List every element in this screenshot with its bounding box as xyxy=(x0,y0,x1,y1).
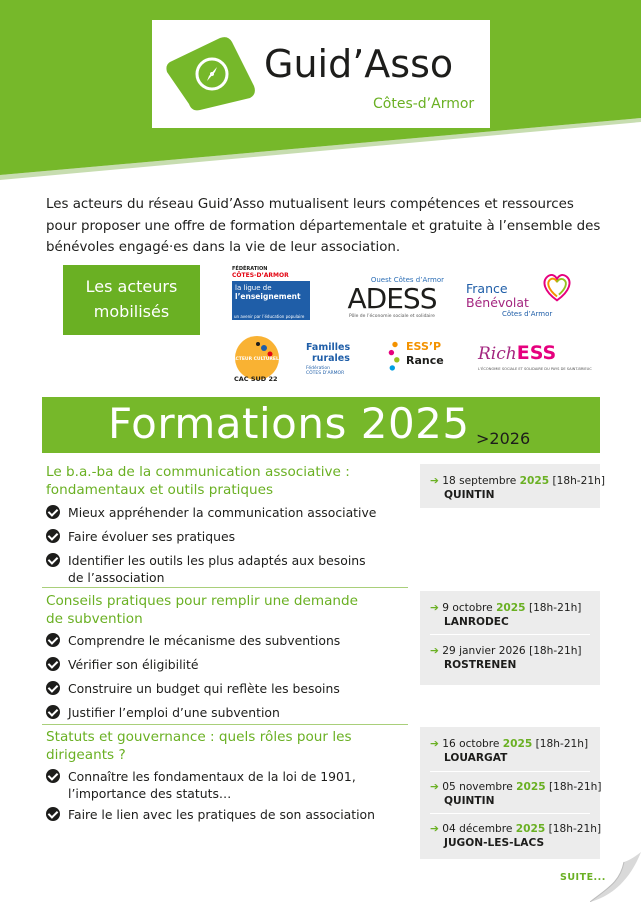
partner-logo-essp-rance[interactable] xyxy=(386,336,448,384)
partner-logo-cac-sud[interactable] xyxy=(228,334,286,386)
cac-line2: CAC SUD 22 xyxy=(234,375,278,383)
section-2-bullet-2 xyxy=(46,656,386,673)
section-1-bullet-2 xyxy=(46,528,386,545)
more-link[interactable]: SUITE... xyxy=(560,872,606,883)
check-icon xyxy=(46,807,60,821)
adess-name: ADESS xyxy=(347,281,437,315)
page-curl-icon xyxy=(590,852,641,902)
fr-line1: Familles xyxy=(306,342,351,353)
actors-label-line2: mobilisés xyxy=(93,302,170,321)
date-entry xyxy=(430,737,588,765)
date-year: 2025 xyxy=(516,781,546,793)
section-divider xyxy=(42,724,408,725)
section-2-title[interactable]: Conseils pratiques pour remplir une demande de subvention xyxy=(46,593,359,627)
check-icon xyxy=(46,681,60,695)
banner-title: Formations 2025 xyxy=(108,399,470,448)
date-entry xyxy=(430,780,602,808)
date-city: LANRODEC xyxy=(444,616,509,628)
bullet-text: Faire le lien avec les pratiques de son association xyxy=(68,807,375,822)
date-time: [18h-21h] xyxy=(548,823,602,835)
ligue-blue-block xyxy=(232,281,310,320)
bullet-text: Mieux appréhender la communication associative xyxy=(68,505,377,520)
partner-logo-ligue[interactable] xyxy=(232,266,314,320)
date-year: 2025 xyxy=(496,602,526,614)
date-divider xyxy=(430,634,590,635)
date-time: [18h-21h] xyxy=(528,602,582,614)
bullet-text: Faire évoluer ses pratiques xyxy=(68,529,236,544)
section-1-bullet-1 xyxy=(46,504,386,521)
banner-year-suffix: >2026 xyxy=(476,429,531,448)
adess-region: Ouest Côtes d’Armor xyxy=(370,275,444,284)
ligue-federation: FÉDÉRATION xyxy=(232,266,268,272)
section-2-bullet-3 xyxy=(46,680,386,697)
ligue-line3: la ligue de xyxy=(235,284,272,292)
richess-name xyxy=(478,342,556,364)
date-time: [18h-21h] xyxy=(535,738,589,750)
arrow-right-icon: ➔ xyxy=(430,475,439,487)
ligue-department: CÔTES-D’ARMOR xyxy=(232,272,289,279)
date-entry xyxy=(430,644,582,672)
section-1-title[interactable]: Le b.a.-ba de la communication associative : fondamentaux et outils pratiques xyxy=(46,464,350,498)
date-day: 18 septembre xyxy=(442,475,517,487)
section-3-bullet-1 xyxy=(46,768,386,802)
date-day: 9 octobre xyxy=(442,602,493,614)
check-icon xyxy=(46,657,60,671)
adess-tagline: Pôle de l’économie sociale et solidaire xyxy=(349,313,435,319)
bullet-text: Vérifier son éligibilité xyxy=(68,657,199,672)
date-city: JUGON-LES-LACS xyxy=(444,837,545,849)
bullet-text: Construire un budget qui reflète les besoins xyxy=(68,681,340,696)
date-time: [18h-21h] xyxy=(549,781,602,793)
partner-logo-adess[interactable] xyxy=(340,270,444,324)
check-icon xyxy=(46,529,60,543)
bullet-text: Justifier l’emploi d’une subvention xyxy=(68,705,280,720)
date-year: 2025 xyxy=(515,823,546,835)
cac-line1: ACTEUR CULTUREL xyxy=(232,357,279,362)
date-divider xyxy=(430,771,590,772)
section-3-title[interactable]: Statuts et gouvernance : quels rôles pour les dirigeants ? xyxy=(46,729,352,763)
ligue-tagline: un avenir par l’éducation populaire xyxy=(234,314,305,319)
section-3-dates-box xyxy=(420,727,600,859)
check-icon xyxy=(46,769,60,783)
ligue-line4: l’enseignement xyxy=(235,292,301,301)
essp-line1: ESS’P xyxy=(406,340,442,353)
check-icon xyxy=(46,505,60,519)
date-year: 2025 xyxy=(502,738,533,750)
arrow-right-icon: ➔ xyxy=(430,823,439,835)
section-divider xyxy=(42,587,408,588)
date-city: QUINTIN xyxy=(444,489,495,501)
compass-logo-icon xyxy=(162,32,258,114)
check-icon xyxy=(46,705,60,719)
partner-logo-familles-rurales[interactable] xyxy=(306,342,366,386)
section-2-bullet-4 xyxy=(46,704,386,721)
date-divider xyxy=(430,813,590,814)
fr-line3: Fédération xyxy=(306,366,330,371)
actors-label-line1: Les acteurs xyxy=(85,277,178,296)
bullet-text: Identifier les outils les plus adaptés aux besoins de l’association xyxy=(68,553,366,585)
date-day: 05 novembre xyxy=(442,781,513,793)
section-2-bullet-1 xyxy=(46,632,386,649)
essp-dots-icon xyxy=(386,338,404,378)
date-day: 04 décembre xyxy=(442,823,513,835)
richess-part1: Rich xyxy=(478,344,517,364)
brand-title: Guid’Asso xyxy=(264,42,454,86)
date-city: QUINTIN xyxy=(444,795,495,807)
section-3-bullet-2 xyxy=(46,806,386,823)
date-day: 29 janvier 2026 xyxy=(442,645,526,657)
section-2-dates-box xyxy=(420,591,600,685)
actors-label-box xyxy=(63,265,200,335)
richess-part2: ESS xyxy=(516,342,557,364)
arrow-right-icon: ➔ xyxy=(430,781,439,793)
date-entry xyxy=(430,474,605,502)
section-1-bullet-3 xyxy=(46,552,386,586)
fr-line2: rurales xyxy=(312,353,350,364)
bullet-text: Connaître les fondamentaux de la loi de 1901, l’importance des statuts… xyxy=(68,769,356,801)
fb-line3: Côtes d’Armor xyxy=(502,310,553,318)
intro-paragraph: Les acteurs du réseau Guid’Asso mutualisent leurs compétences et ressources pour proposer une offre de formation départementale et gratuite à l’ensemble des bénévoles engagé·es dans la vie de leur association. xyxy=(46,197,601,255)
date-entry xyxy=(430,601,581,629)
fb-line1: France xyxy=(466,281,508,296)
essp-line2: Rance xyxy=(406,354,444,367)
guidasso-logo xyxy=(152,20,490,128)
heart-icon xyxy=(538,268,576,306)
date-year: 2025 xyxy=(519,475,550,487)
date-city: ROSTRENEN xyxy=(444,659,517,671)
date-day: 16 octobre xyxy=(442,738,500,750)
check-icon xyxy=(46,553,60,567)
fb-line2: Bénévolat xyxy=(466,295,529,310)
arrow-right-icon: ➔ xyxy=(430,738,439,750)
check-icon xyxy=(46,633,60,647)
richess-tagline: L’ÉCONOMIE SOCIALE ET SOLIDAIRE DU PAYS DE SAINT-BRIEUC xyxy=(478,367,592,371)
date-time: [18h-21h] xyxy=(552,475,605,487)
section-1-dates-box xyxy=(420,464,605,508)
date-time: [18h-21h] xyxy=(529,645,582,657)
partner-logo-richess[interactable] xyxy=(476,340,592,380)
date-entry xyxy=(430,822,601,850)
arrow-right-icon: ➔ xyxy=(430,602,439,614)
partner-logo-france-benevolat[interactable] xyxy=(466,268,578,324)
arrow-right-icon: ➔ xyxy=(430,645,439,657)
fr-line4: CÔTES D’ARMOR xyxy=(306,371,345,376)
date-city: LOUARGAT xyxy=(444,752,508,764)
brand-subtitle: Côtes-d’Armor xyxy=(373,96,475,112)
bullet-text: Comprendre le mécanisme des subventions xyxy=(68,633,341,648)
